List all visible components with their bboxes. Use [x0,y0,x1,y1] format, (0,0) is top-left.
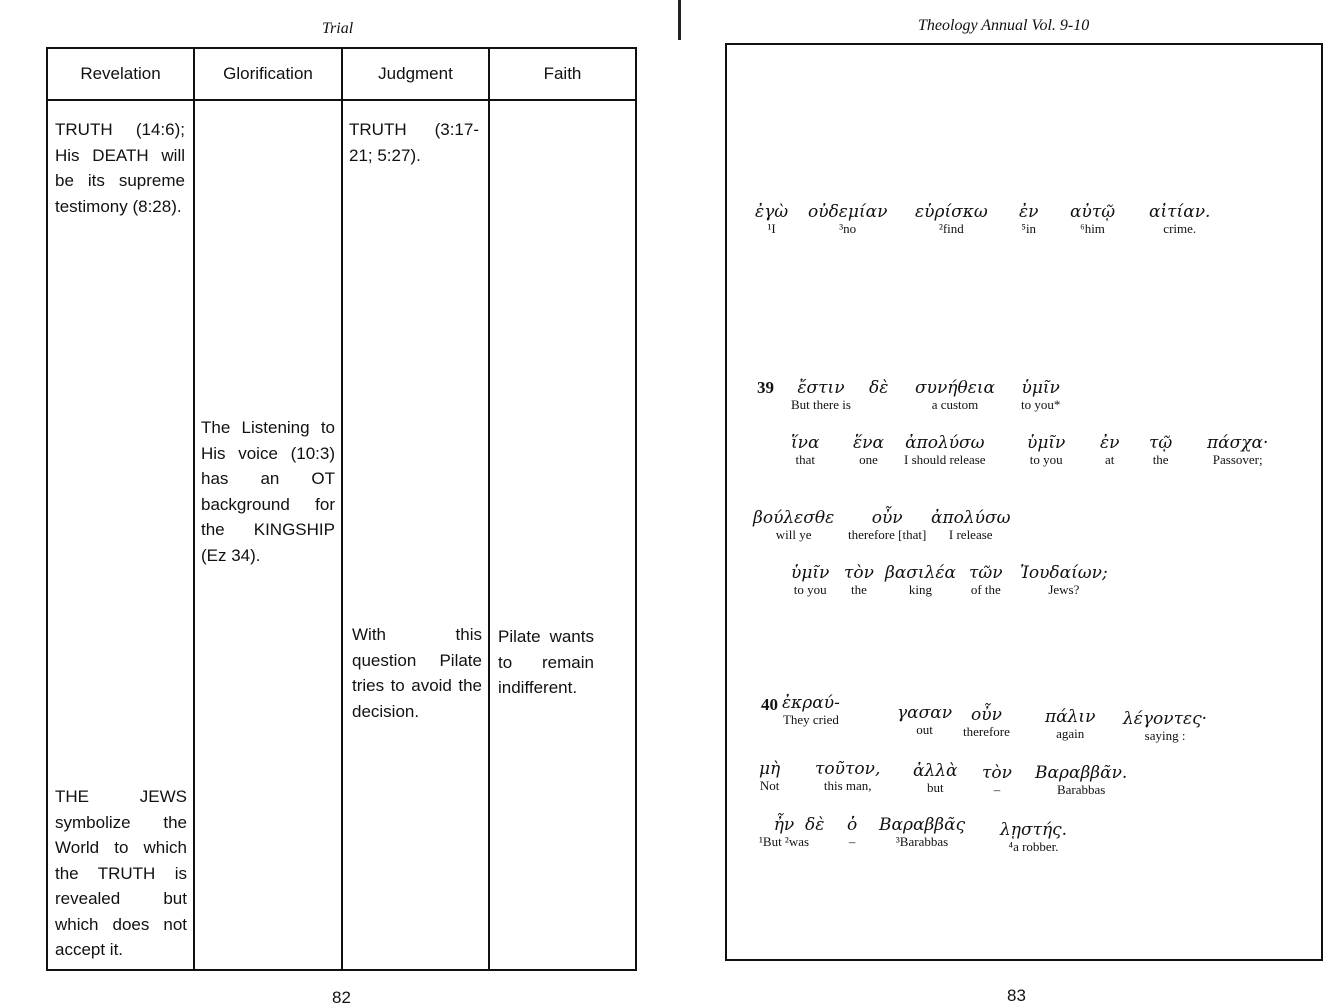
word-group: βούλεσθε will ye [753,508,835,542]
word-group: ὑμῖν to you* [1021,378,1061,412]
word-group: γασαν out [897,703,953,737]
word-group: πάσχα· Passover; [1207,433,1269,467]
word-group: οὖν therefore [963,705,1010,739]
running-head-left: Trial [322,20,354,37]
judgment-top-text: TRUTH (3:17-21; 5:27). [349,120,479,165]
header-glorification: Glorification [194,48,342,100]
page-number-left: 82 [332,988,351,1007]
study-table [46,47,637,971]
word-group: Ἰουδαίων; Jews? [1020,563,1108,597]
word-group: ἦν ¹But ²was [759,815,810,849]
word-group: ἀπολύσω I release [931,508,1011,542]
word-group: τοῦτον, this man, [815,759,881,793]
word-group: ἵνα that [791,433,820,467]
word-group: οὖν therefore [that] [848,508,927,542]
word-group: οὐδεμίαν ³no [808,202,888,236]
running-head-right: Theology Annual Vol. 9-10 [918,17,1090,34]
word-group: ἀλλὰ but [913,761,958,795]
verse-number-39: 39 [757,378,774,397]
judgment-bottom-text: With this question Pilate tries to avoid the decision. [352,625,482,721]
word-group: ἐν at [1100,433,1120,467]
word-group: ἐγὼ ¹I [755,202,789,236]
word-group: τῶν of the [969,563,1003,597]
word-group: ἕνα one [853,433,884,467]
verse-number-40: 40 [761,695,778,714]
cell-glorification [194,100,342,970]
word-group: τὸν the [844,563,874,597]
glorification-text: The Listening to His voice (10:3) has an OT background for the KINGSHIP (Ez 34). [201,418,335,565]
table-row [47,100,636,970]
word-group: δὲ [805,815,825,835]
word-group: αὐτῷ ⁶him [1070,202,1116,236]
word-group: Βαραββᾶς ³Barabbas [879,815,966,849]
word-group: δὲ [869,378,889,398]
faith-text: Pilate wants to remain indifferent. [498,627,594,697]
revelation-top-text: TRUTH (14:6); His DEATH will be its supreme testimony (8:28). [55,120,185,216]
word-group: συνήθεια a custom [915,378,995,412]
table-header-row [47,48,636,100]
cell-faith [489,100,636,970]
word-group: ἐκραύ- They cried [782,693,840,727]
word-group: λέγοντες· saying : [1123,709,1208,743]
cell-revelation [47,100,194,970]
word-group: ἀπολύσω I should release [904,433,986,467]
word-group: ὑμῖν to you [1027,433,1066,467]
header-judgment: Judgment [342,48,489,100]
header-faith: Faith [489,48,636,100]
word-group: βασιλέα king [885,563,956,597]
word-group: λῃστής. ⁴a robber. [1000,820,1068,854]
interlinear-box [725,43,1323,961]
cell-judgment [342,100,489,970]
word-group: ὑμῖν to you [791,563,830,597]
word-group: ὁ – [847,815,858,849]
word-group: τὸν – [982,763,1012,797]
revelation-bottom-text: THE JEWS symbolize the World to which the TRUTH is revealed but which does not accept it. [55,787,187,959]
word-group: ἐν ⁵in [1019,202,1039,236]
page-number-right: 83 [1007,986,1026,1005]
word-group: μὴ Not [759,759,781,793]
word-group: πάλιν again [1045,707,1096,741]
word-group: εὑρίσκω ²find [915,202,988,236]
gutter-shadow [678,0,681,40]
word-group: αἰτίαν. crime. [1149,202,1211,236]
word-group: ἔστιν But there is [791,378,851,412]
word-group: τῷ the [1149,433,1173,467]
header-revelation: Revelation [47,48,194,100]
word-group: Βαραββᾶν. Barabbas [1035,763,1128,797]
